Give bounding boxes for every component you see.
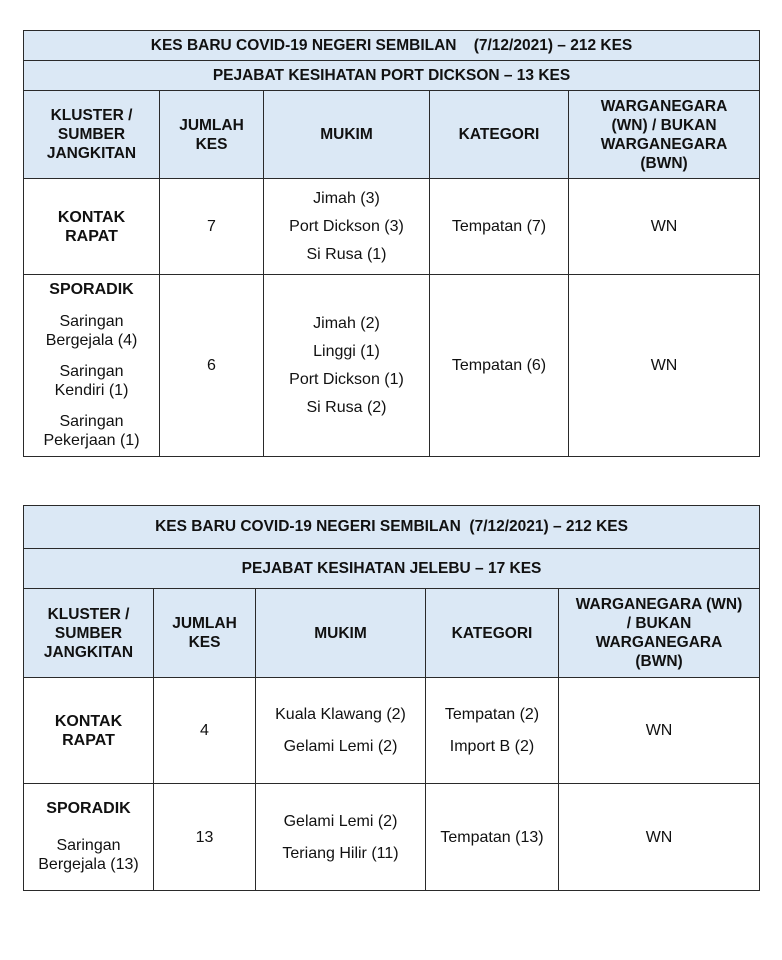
header-row xyxy=(24,589,760,678)
kluster-sub: Bergejala (4) xyxy=(45,332,138,349)
header-kluster-line: JANGKITAN xyxy=(43,643,134,661)
header-kategori: KATEGORI xyxy=(426,589,559,678)
header-jumlah-line: JUMLAH xyxy=(179,116,244,134)
mukim-cell xyxy=(264,179,430,275)
header-warga-line: WARGANEGARA xyxy=(600,135,728,153)
mukim-item: Gelami Lemi (2) xyxy=(283,812,398,830)
kluster-sub: Bergejala (13) xyxy=(38,856,139,873)
mukim-item: Linggi (1) xyxy=(313,343,380,360)
kategori-item: Tempatan (2) xyxy=(444,706,540,723)
kluster-title: RAPAT xyxy=(62,731,115,749)
header-warga-line: (WN) / BUKAN xyxy=(611,116,717,134)
table-row xyxy=(24,179,760,275)
kluster-title: SPORADIK xyxy=(46,800,131,817)
warga-cell: WN xyxy=(569,275,760,457)
header-jumlah-line: KES xyxy=(195,135,228,153)
header-warga-line: WARGANEGARA (WN) xyxy=(575,596,743,613)
kategori-item: Import B (2) xyxy=(449,738,535,755)
table-row xyxy=(24,275,760,457)
kategori-item: Tempatan (7) xyxy=(451,218,547,235)
header-jumlah-line: JUMLAH xyxy=(172,615,237,632)
header-kluster-line: JANGKITAN xyxy=(46,145,137,162)
kluster-cell xyxy=(24,275,160,457)
kluster-title: KONTAK xyxy=(57,208,126,226)
kategori-item: Tempatan (6) xyxy=(451,357,547,374)
kluster-cell xyxy=(24,784,154,891)
mukim-item: Si Rusa (2) xyxy=(306,399,387,416)
mukim-item: Jimah (2) xyxy=(313,315,380,332)
header-jumlah xyxy=(154,589,256,678)
warga-cell: WN xyxy=(559,678,760,784)
header-kluster-line: SUMBER xyxy=(57,126,126,143)
office-title: PEJABAT KESIHATAN PORT DICKSON – 13 KES xyxy=(24,61,760,91)
mukim-cell xyxy=(264,275,430,457)
table-row xyxy=(24,678,760,784)
kluster-sub: Pekerjaan (1) xyxy=(43,432,140,449)
header-kluster-line: KLUSTER / xyxy=(50,107,133,124)
kluster-sub: Saringan xyxy=(59,313,124,330)
office-row xyxy=(24,549,760,589)
mukim-item: Port Dickson (1) xyxy=(289,371,404,388)
kategori-cell xyxy=(426,678,559,784)
header-jumlah xyxy=(160,91,264,179)
header-warga-line: (BWN) xyxy=(640,154,688,172)
office-title: PEJABAT KESIHATAN JELEBU – 17 KES xyxy=(24,549,760,589)
kluster-title: KONTAK xyxy=(54,712,123,730)
office-row xyxy=(24,61,760,91)
mukim-cell xyxy=(256,784,426,891)
covid-table-jelebu xyxy=(23,505,760,891)
jumlah-cell: 7 xyxy=(160,179,264,275)
header-warga xyxy=(569,91,760,179)
header-warga-line: (BWN) xyxy=(635,653,683,670)
mukim-item: Kuala Klawang (2) xyxy=(275,706,406,723)
jumlah-cell: 4 xyxy=(154,678,256,784)
header-kategori: KATEGORI xyxy=(430,91,569,179)
mukim-item: Teriang Hilir (11) xyxy=(282,844,399,862)
header-kluster xyxy=(24,91,160,179)
header-warga xyxy=(559,589,760,678)
header-kluster-line: SUMBER xyxy=(54,624,123,642)
kluster-sub: Kendiri (1) xyxy=(54,382,129,399)
table-title: KES BARU COVID-19 NEGERI SEMBILAN (7/12/2021) – 212 KES xyxy=(24,506,760,549)
header-kluster xyxy=(24,589,154,678)
mukim-item: Si Rusa (1) xyxy=(306,246,387,263)
kluster-sub: Saringan xyxy=(59,363,124,380)
header-kluster-line: KLUSTER / xyxy=(47,605,130,623)
mukim-item: Port Dickson (3) xyxy=(289,218,404,235)
jumlah-cell: 13 xyxy=(154,784,256,891)
header-row xyxy=(24,91,760,179)
table-title-row xyxy=(24,31,760,61)
warga-cell: WN xyxy=(559,784,760,891)
header-mukim: MUKIM xyxy=(264,91,430,179)
kluster-sub: Saringan xyxy=(56,837,121,854)
table-title: KES BARU COVID-19 NEGERI SEMBILAN (7/12/2021) – 212 KES xyxy=(24,31,760,61)
header-warga-line: WARGANEGARA xyxy=(595,634,723,651)
kluster-cell xyxy=(24,179,160,275)
kluster-cell xyxy=(24,678,154,784)
header-warga-line: / BUKAN xyxy=(626,615,692,632)
kluster-title: SPORADIK xyxy=(49,281,134,298)
warga-cell: WN xyxy=(569,179,760,275)
kluster-sub: Saringan xyxy=(59,413,124,430)
covid-table-port-dickson xyxy=(23,30,760,457)
mukim-item: Gelami Lemi (2) xyxy=(283,738,398,755)
kategori-cell xyxy=(426,784,559,891)
header-warga-line: WARGANEGARA xyxy=(600,97,728,115)
table-title-row xyxy=(24,506,760,549)
header-jumlah-line: KES xyxy=(188,634,221,651)
kluster-title: RAPAT xyxy=(65,227,118,245)
mukim-cell xyxy=(256,678,426,784)
kategori-item: Tempatan (13) xyxy=(440,828,544,846)
header-mukim: MUKIM xyxy=(256,589,426,678)
mukim-item: Jimah (3) xyxy=(313,190,380,207)
kategori-cell xyxy=(430,275,569,457)
kategori-cell xyxy=(430,179,569,275)
table-row xyxy=(24,784,760,891)
jumlah-cell: 6 xyxy=(160,275,264,457)
